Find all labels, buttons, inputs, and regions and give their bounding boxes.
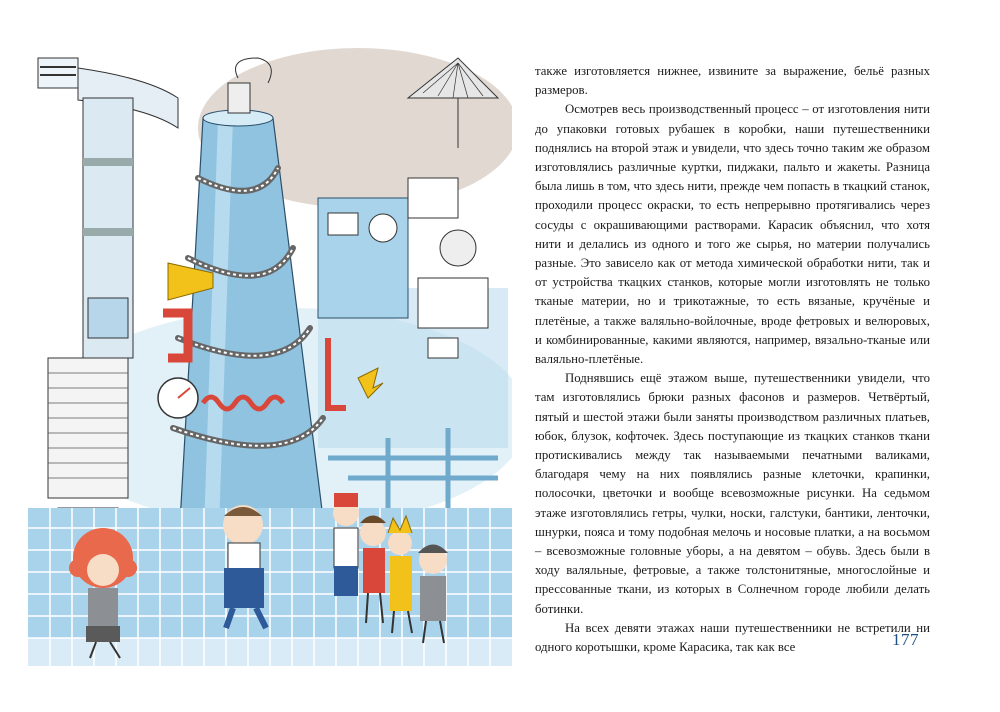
paragraph: На всех девяти этажах наши путешественники не встретили ни одного коротышки, кроме Карасика, так как все [535,620,930,655]
paragraph: Осмотрев весь производственный процесс – от изготовления нити до упаковки готовых рубашек в коробки, наши путешественники поднялись на второй этаж и увидели, что здесь точно таким же образом изготовлялись различные куртки, пиджаки, пальто и жакеты. Разница была лишь в том, что здесь нити, прежде чем попасть в ткацкий станок, проходили процесс окраски, то есть непрерывно протягивались через сосуды с окрашивающими растворами. Карасик объяснил, что хотя нити и делались из одного и того же сырья, но материи получались разные. Это зависело как от метода химической обработки нити, так и от устройства ткацких станков, которые могли изготовлять не только тканые материи, но и трикотажные, то есть вязаные, кручёные и плетёные, а также валяльно-войлочные, вроде фетровых и велюровых, и комбинированные, какими являются, например, вязально-тканые или валяльно-плетёные. [535,102,930,367]
body-text [535,62,930,657]
page-number: 177 [892,630,919,649]
factory-machine-illustration [28,38,512,666]
paragraph: также изготовляется нижнее, извините за выражение, бельё разных размеров. [535,64,930,98]
paragraph: Поднявшись ещё этажом выше, путешественники увидели, что там изготовлялись брюки разных фасонов и размеров. Четвёртый, пятый и шестой этажи были заняты производством различных платьев, юбок, блузок, кофточек. Здесь поступающие из ткацких станков ткани протискивались между так называемыми печатными валиками, благодаря чему на них появлялись разные клеточки, крапинки, полосочки, цветочки и вообще всевозможные рисунки. На седьмом этаже изготовлялись гетры, чулки, носки, галстуки, бантики, ленточки, шнурки, пояса и тому подобная мелочь и носовые платки, а на восьмом – всевозможные головные уборы, а на девятом – обувь. Здесь были в ходу валяльные, фетровые, а также толстонитяные, многослойные и прессованные ткани, из которых в Солнечном городе любили делать ботинки. [535,371,930,616]
